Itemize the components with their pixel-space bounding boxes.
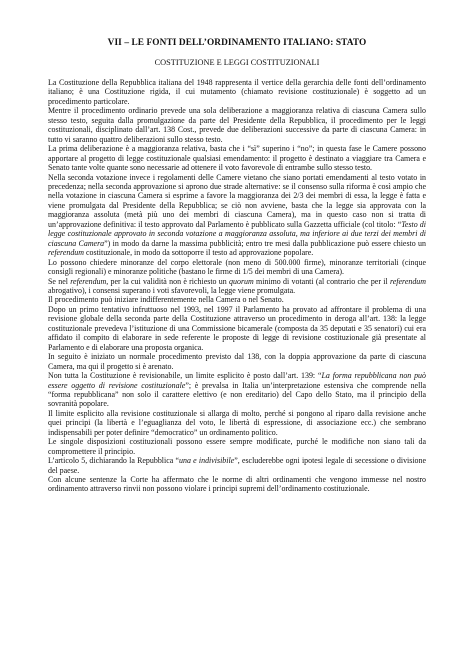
text-run: In seguito è iniziato un normale procedimento previsto dal 138, con la doppia approvazione da parte di ciascuna Camera, ma qui il progetto si è arenato. [48,352,426,371]
italic-text: referendum [70,276,107,286]
chapter-title: VII – LE FONTI DELL’ORDINAMENTO ITALIANO: STATO [107,38,367,48]
italic-text: La forma repubblicana non può essere oggetto di revisione costituzionale [48,371,426,390]
text-run: Dopo un primo tentativo infruttuoso nel 1993, nel 1997 il Parlamento ha provato ad affrontare il problema di una revisione globale della seconda parte della Costituzione attraverso un procedimento in deroga all’art. 138: la legge costituzionale prevedeva l’istituzione di una Commissione bicamerale (composta da 35 deputati e 35 senatori) cui era affidato il compito di elaborare in sede referente le proposte di legge di revisione costituzionale già presentate al Parlamento e di elaborare una proposta organica. [48,304,426,352]
italic-text: una e indivisibile [179,456,235,466]
section-title: COSTITUZIONE E LEGGI COSTITUZIONALI [154,58,320,67]
text-run: minimo di votanti (al contrario che per il [253,276,390,286]
italic-text: Testo di legge costituzionale approvato in seconda votazione a maggioranza assoluta, ma inferiore ai due terzi dei membri di ciascuna Camera [48,219,426,248]
paragraph [48,78,426,106]
paragraph [48,305,426,352]
text-run: Mentre il procedimento ordinario prevede una sola deliberazione a maggioranza relativa di ciascuna Camera sullo stesso testo, seguita dalla promulgazione da parte del Presidente della Repubblica, il procedimento per le leggi costituzionali, disciplinato dall’art. 138 Cost., prevede due deliberazioni successive da parte di ciascuna Camera: in tutto vi saranno quattro deliberazioni sullo stesso testo. [48,106,426,144]
text-run: Il procedimento può iniziare indifferentemente nella Camera o nel Senato. [48,295,284,305]
paragraph [48,352,426,371]
text-run: La Costituzione della Repubblica italiana del 1948 rappresenta il vertice della gerarchia delle fonti dell’ordinamento italiano; è una Costituzione rigida, il cui mutamento (chiamato revisione costituzionale) è soggetto ad un procedimento particolare. [48,78,426,106]
paragraph [48,409,426,437]
text-run: , per la cui validità non è richiesto un [106,276,230,286]
paragraph [48,456,426,475]
text-run: Se nel [48,276,71,286]
text-run: Lo possono chiedere minoranze del corpo elettorale (non meno di 500.000 firme), minoranze territoriali (cinque consigli regionali) e minoranze politiche (bastano le firme di 1/5 dei membri di una Camera). [48,257,426,277]
text-run: Con alcune sentenze la Corte ha affermato che le norme di altri ordinamenti che vengono immesse nel nostro ordinamento attraverso rinvii non possono violare i principi supremi dell’ordinamento costituzionale. [48,475,426,494]
text-run: La prima deliberazione è a maggioranza relativa, basta che i “sì” superino i “no”; in questa fase le Camere possono apportare al progetto di legge costituzionale qualsiasi emendamento: il progetto è destinato a viaggiare tra Camera e Senato tante volte quante sono necessarie ad ottenere il voto favorevole di entrambe sullo stesso testo. [48,144,426,173]
text-run: Non tutta la Costituzione è revisionabile, un limite esplicito è posto dall’art. 139: “ [48,371,322,381]
paragraph [48,106,426,144]
document-body [48,78,426,494]
paragraph [48,475,426,494]
paragraph [48,277,426,296]
text-run: Nella seconda votazione invece i regolamenti delle Camere vietano che siano portati emendamenti al testo votato in precedenza; nella seconda approvazione si aprono due strade alternative: se il consenso sulla riforma è così ampio che nella votazione in ciascuna Camera si esprime a favore la maggioranza dei 2/3 dei membri di essa, la legge è fatta e viene promulgata dal Presidente della Repubblica; se ciò non avviene, basta che la legge sia approvata con la maggioranza assoluta (metà più uno dei membri di ciascuna Camera), ma in questo caso non si tratta di un’approvazione definitiva: il testo approvato dal Parlamento è pubblicato sulla Gazzetta ufficiale (col titolo: “ [48,172,426,229]
text-run: costituzionale, in modo da sottoporre il testo ad approvazione popolare. [84,248,314,258]
italic-text: referendum [48,248,85,258]
text-run: Il limite esplicito alla revisione costituzionale si allarga di molto, perché si pongono al riparo dalla revisione anche quei principi (la libertà e l’eguaglianza del voto, le libertà di espressione, di associazione ecc.) che sembrano indispensabili per poter definire “democratico” un ordinamento politico. [48,408,426,437]
text-run: L’articolo 5, dichiarando la Repubblica “ [48,456,180,466]
text-run: ”) in modo da darne la massima pubblicità; entro tre mesi dalla pubblicazione può essere chiesto un [104,238,426,248]
italic-text: referendum [389,276,426,286]
paragraph [48,258,426,277]
text-run: Le singole disposizioni costituzionali possono essere sempre modificate, purché le modifiche non siano tali da compromettere il principio. [48,437,426,456]
paragraph [48,437,426,456]
text-run: ”; è prevalsa in Italia un’interpretazione estensiva che comprende nella “forma repubblicana” non solo il carattere elettivo (e non ereditario) del Capo dello Stato, ma il principio della sovranità popolare. [48,380,427,409]
paragraph [48,295,426,304]
paragraph [48,173,426,258]
text-run: ”, escluderebbe ogni ipotesi legale di secessione o divisione del paese. [48,456,427,475]
text-run: abrogativo), i consensi superano i voti sfavorevoli, la legge viene promulgata. [48,285,296,295]
italic-text: quorum [229,276,254,286]
paragraph [48,144,426,172]
paragraph [48,371,426,409]
